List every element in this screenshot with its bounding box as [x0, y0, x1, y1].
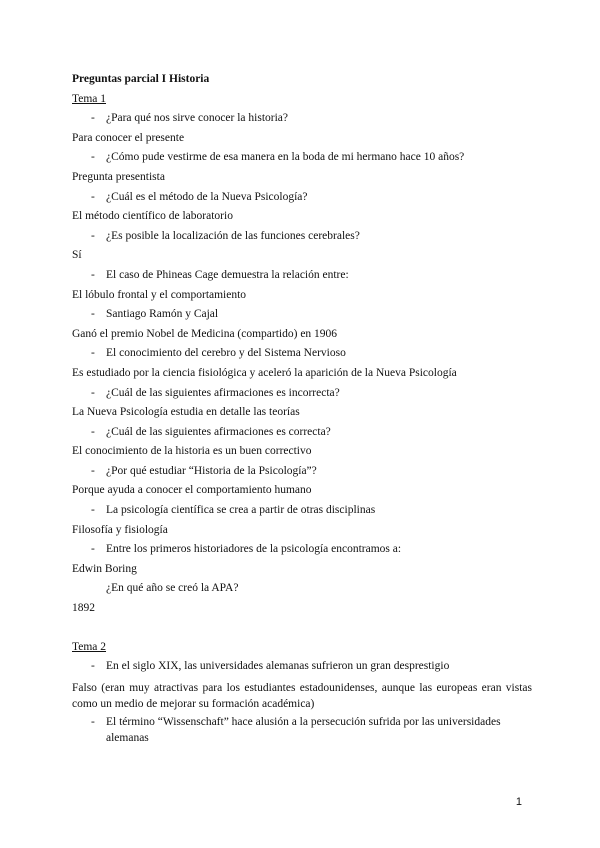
- question-item: [72, 188, 532, 208]
- list-dash: -: [91, 464, 95, 477]
- question-text: ¿En qué año se creó la APA?: [106, 582, 239, 595]
- section-heading-tema-2: Tema 2: [72, 640, 107, 653]
- answer-text: Edwin Boring: [72, 562, 137, 575]
- section-heading-tema-1: Tema 1: [72, 92, 107, 105]
- list-dash: -: [91, 112, 95, 125]
- answer-text: El lóbulo frontal y el comportamiento: [72, 288, 247, 301]
- page-number: 1: [515, 796, 522, 808]
- list-dash: -: [91, 347, 95, 360]
- question-text: El término “Wissenschaft” hace alusión a la persecución sufrida por las universidades alemanas: [106, 715, 501, 744]
- question-text: Entre los primeros historiadores de la psicología encontramos a:: [106, 543, 402, 556]
- spacer: [72, 619, 532, 638]
- question-item: [72, 579, 532, 599]
- question-text: ¿Cuál es el método de la Nueva Psicología?: [106, 190, 308, 203]
- question-item: [72, 423, 532, 443]
- answer-text: 1892: [72, 602, 95, 615]
- question-item: [72, 148, 532, 168]
- question-item: [72, 462, 532, 482]
- list-dash: -: [91, 386, 95, 399]
- list-dash: -: [91, 268, 95, 281]
- question-text: En el siglo XIX, las universidades alemanas sufrieron un gran desprestigio: [106, 660, 450, 673]
- question-text: ¿Cuál de las siguientes afirmaciones es correcta?: [106, 425, 331, 438]
- answer-text: Pregunta presentista: [72, 170, 165, 183]
- answer-text: La Nueva Psicología estudia en detalle las teorías: [72, 406, 300, 419]
- question-item: [72, 540, 532, 560]
- question-item: [72, 714, 532, 746]
- question-text: El conocimiento del cerebro y del Sistema Nervioso: [106, 347, 346, 360]
- question-item: [72, 501, 532, 521]
- question-text: ¿Es posible la localización de las funciones cerebrales?: [106, 229, 360, 242]
- question-item: [72, 109, 532, 129]
- question-item: [72, 657, 532, 677]
- question-text: ¿Cuál de las siguientes afirmaciones es incorrecta?: [106, 386, 340, 399]
- question-item: [72, 305, 532, 325]
- list-dash: -: [91, 151, 95, 164]
- answer-text: El método científico de laboratorio: [72, 210, 233, 223]
- answer-text: Filosofía y fisiología: [72, 523, 168, 536]
- answer-text: El conocimiento de la historia es un buen correctivo: [72, 445, 312, 458]
- question-text: El caso de Phineas Cage demuestra la relación entre:: [106, 268, 349, 281]
- answer-text: Sí: [72, 249, 82, 262]
- question-text: ¿Por qué estudiar “Historia de la Psicología”?: [106, 464, 317, 477]
- answer-text: Falso (eran muy atractivas para los estudiantes estadounidenses, aunque las europeas eran vistas como un medio de mejorar su formación académica): [72, 681, 532, 710]
- document-title: Preguntas parcial I Historia: [72, 73, 210, 85]
- list-dash: -: [91, 308, 95, 321]
- question-item: [72, 384, 532, 404]
- question-text: La psicología científica se crea a partir de otras disciplinas: [106, 504, 376, 517]
- list-dash: -: [91, 715, 95, 728]
- answer-text: Porque ayuda a conocer el comportamiento humano: [72, 484, 312, 497]
- question-text: ¿Cómo pude vestirme de esa manera en la boda de mi hermano hace 10 años?: [106, 151, 465, 164]
- list-dash: -: [91, 660, 95, 673]
- list-dash: -: [91, 425, 95, 438]
- question-item: [72, 227, 532, 247]
- answer-text: Ganó el premio Nobel de Medicina (compartido) en 1906: [72, 327, 338, 340]
- list-dash: -: [91, 229, 95, 242]
- answer-text: Para conocer el presente: [72, 131, 185, 144]
- document-page: [72, 70, 532, 748]
- question-text: Santiago Ramón y Cajal: [106, 308, 219, 321]
- question-item: [72, 344, 532, 364]
- list-dash: -: [91, 190, 95, 203]
- list-dash: -: [91, 543, 95, 556]
- list-dash: -: [91, 504, 95, 517]
- answer-text: Es estudiado por la ciencia fisiológica y aceleró la aparición de la Nueva Psicología: [72, 366, 457, 379]
- question-item: [72, 266, 532, 286]
- question-text: ¿Para qué nos sirve conocer la historia?: [106, 112, 289, 125]
